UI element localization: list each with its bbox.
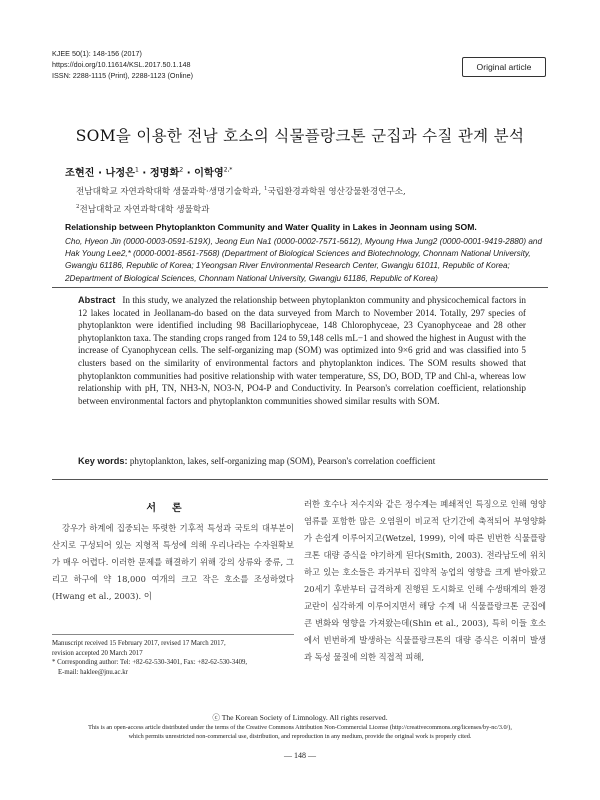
page-number: — 148 —: [284, 751, 316, 760]
affiliation-text: 전남대학교 자연과학대학 생물과학·생명기술학과,: [76, 186, 264, 197]
author-separator: ·: [183, 168, 195, 179]
issn-line: ISSN: 2288-1115 (Print), 2288-1123 (Online): [52, 71, 194, 80]
article-type-badge: Original article: [462, 57, 546, 77]
body-column-left: [52, 520, 294, 605]
author-separator: ·: [138, 168, 150, 179]
footnote-rule: [52, 634, 294, 635]
footnote-received: Manuscript received 15 February 2017, revised 17 March 2017,: [52, 640, 226, 647]
author-name: 나정은: [105, 168, 136, 179]
abstract-text: In this study, we analyzed the relationship between phytoplankton community and physicochemical factors in 12 lakes located in Jeollanam-do based on the data surveyed from March to November 2014. Totally, 297 species of phytoplankton were identified including 98 Bacillariophyceae, 148 Chlorophyceae, 23 Cyanophyceae and 28 other phytoplankton taxa. The standing crops ranged from 124 to 59,148 cells mL−1 and showed the highest in August with the increase of Cyanophycean cells. The self-organizing map (SOM) was optimized into 9×6 grid and was classified into 5 clusters based on the similarity of environmental factors and phytoplankton indices. The SOM results showed that phytoplankton communities had positive relationship with water temperature, SS, DO, BOD, TP and Chl-a, whereas low relationship with pH, TN, NH3-N, NO3-N, PO4-P and Conductivity. In Pearson's correlation coefficient, relationship between environmental factors and phytoplankton communities showed similar results with SOM.: [78, 295, 527, 406]
author-affil-sup: 1: [135, 166, 139, 174]
keywords: [78, 456, 526, 466]
author-name: 조현진: [65, 168, 95, 179]
paper-title: SOM을 이용한 전남 호소의 식물플랑크톤 군집과 수질 관계 분석: [75, 127, 525, 145]
keywords-text: phytoplankton, lakes, self-organizing map (SOM), Pearson's correlation coefficient: [127, 456, 436, 466]
author-name: 이학영: [194, 168, 224, 179]
english-affiliations: (Department of Biological Sciences and Biotechnology, Chonnam National University, Gwangju 61186, Republic of Korea; 1Yeongsan River Environmental Research Center, Gwangju 61011, Republic of Korea; 2Department of Biological Sciences, Chonnam National University, Gwangju 61186, Republic of Korea): [65, 249, 531, 283]
journal-citation: KJEE 50(1): 148-156 (2017): [52, 49, 142, 58]
abstract-label: Abstract: [78, 295, 116, 305]
english-authors: Cho, Hyeon Jin (0000-0003-0591-519X), Jeong Eun Na1 (0000-0002-7571-5612), Myoung Hwa Jung2 (0000-0001-9419-2880) and Hak Young Lee2,* (0000-0001-8561-7568): [65, 237, 543, 259]
body-column-right: [304, 496, 546, 666]
license-line: which permits unrestricted non-commercial use, distribution, and reproduction in any medium, provide the original work is properly cited.: [128, 732, 472, 740]
affiliation-sup: 1: [264, 186, 268, 192]
section-heading-introduction: 서론: [146, 503, 198, 514]
affiliation-line: [76, 200, 406, 218]
copyright-line: ⓒ The Korean Society of Limnology. All rights reserved.: [212, 713, 388, 722]
abstract-bottom-rule: [52, 479, 548, 480]
affiliation-sup: 2: [76, 203, 80, 210]
footnotes: [52, 639, 302, 678]
body-paragraph: 러한 호수나 저수지와 같은 정수계는 폐쇄적인 특징으로 인해 영양염류를 포함한 많은 오염원이 비교적 단기간에 축적되어 부영양화가 손쉽게 이루어지고(Wetzel, 1999), 이에 따른 빈번한 식물플랑크톤 대량 증식을 야기하게 된다(Smith, 2003). 전라남도에 위치하고 있는 호소들은 과거부터 집약적 농업의 영향을 크게 받아왔고 20세기 후반부터 급격하게 진행된 도시화로 인해 수생태계의 환경교란이 심각하게 이루어지면서 해당 수계 내 식물플랑크톤 군집에 큰 변화와 영향을 가져왔는데(Shin et al., 2003), 특히 이들 호소에서 빈번하게 발생하는 식물플랑크톤의 대량 증식은 이취미 발생과 독성 물질에 의한 직접적 피해,: [304, 499, 546, 662]
english-authors-affiliations: [65, 236, 543, 285]
journal-header: [52, 48, 193, 81]
affiliation-text: 전남대학교 자연과학대학 생물학과: [79, 204, 210, 215]
abstract-top-rule: [52, 287, 548, 288]
author-name: 정명화: [149, 168, 180, 179]
footnote-corresponding: * Corresponding author: Tel: +82-62-530-3401, Fax: +82-62-530-3409,: [52, 659, 248, 667]
english-title: Relationship between Phytoplankton Community and Water Quality in Lakes in Jeonnam using SOM.: [65, 222, 477, 232]
license-line: This is an open-access article distributed under the terms of the Creative Commons Attribution Non-Commercial License (http://creativecommons.org/licenses/by-nc/3.0/),: [88, 724, 512, 731]
abstract: [78, 294, 526, 407]
affiliation-line: [76, 182, 406, 200]
keywords-label: Key words:: [78, 456, 128, 466]
license-text: [0, 724, 600, 742]
affiliation-text: 국립환경과학원 영산강물환경연구소,: [267, 186, 406, 197]
body-paragraph: 강우가 하계에 집중되는 뚜렷한 기후적 특성과 국토의 대부분이 산지로 구성되어 있는 지형적 특성에 의해 우리나라는 수자원확보가 매우 어렵다. 이러한 문제를 해결하기 위해 강의 상류와 중류, 그리고 하구에 약 18,000 여개의 크고 작은 호소를 조성하였다(Hwang et al., 2003). 이: [52, 523, 294, 601]
footnote-accepted: revision accepted 20 March 2017: [52, 649, 143, 657]
author-list: [65, 164, 232, 179]
author-affil-sup: 2,*: [223, 166, 233, 174]
affiliations: [76, 182, 406, 218]
author-separator: ·: [94, 168, 106, 179]
footnote-email[interactable]: E-mail: haklee@jnu.ac.kr: [58, 669, 128, 677]
author-affil-sup: 2: [179, 166, 184, 174]
doi-link[interactable]: https://doi.org/10.11614/KSL.2017.50.1.148: [52, 60, 191, 69]
